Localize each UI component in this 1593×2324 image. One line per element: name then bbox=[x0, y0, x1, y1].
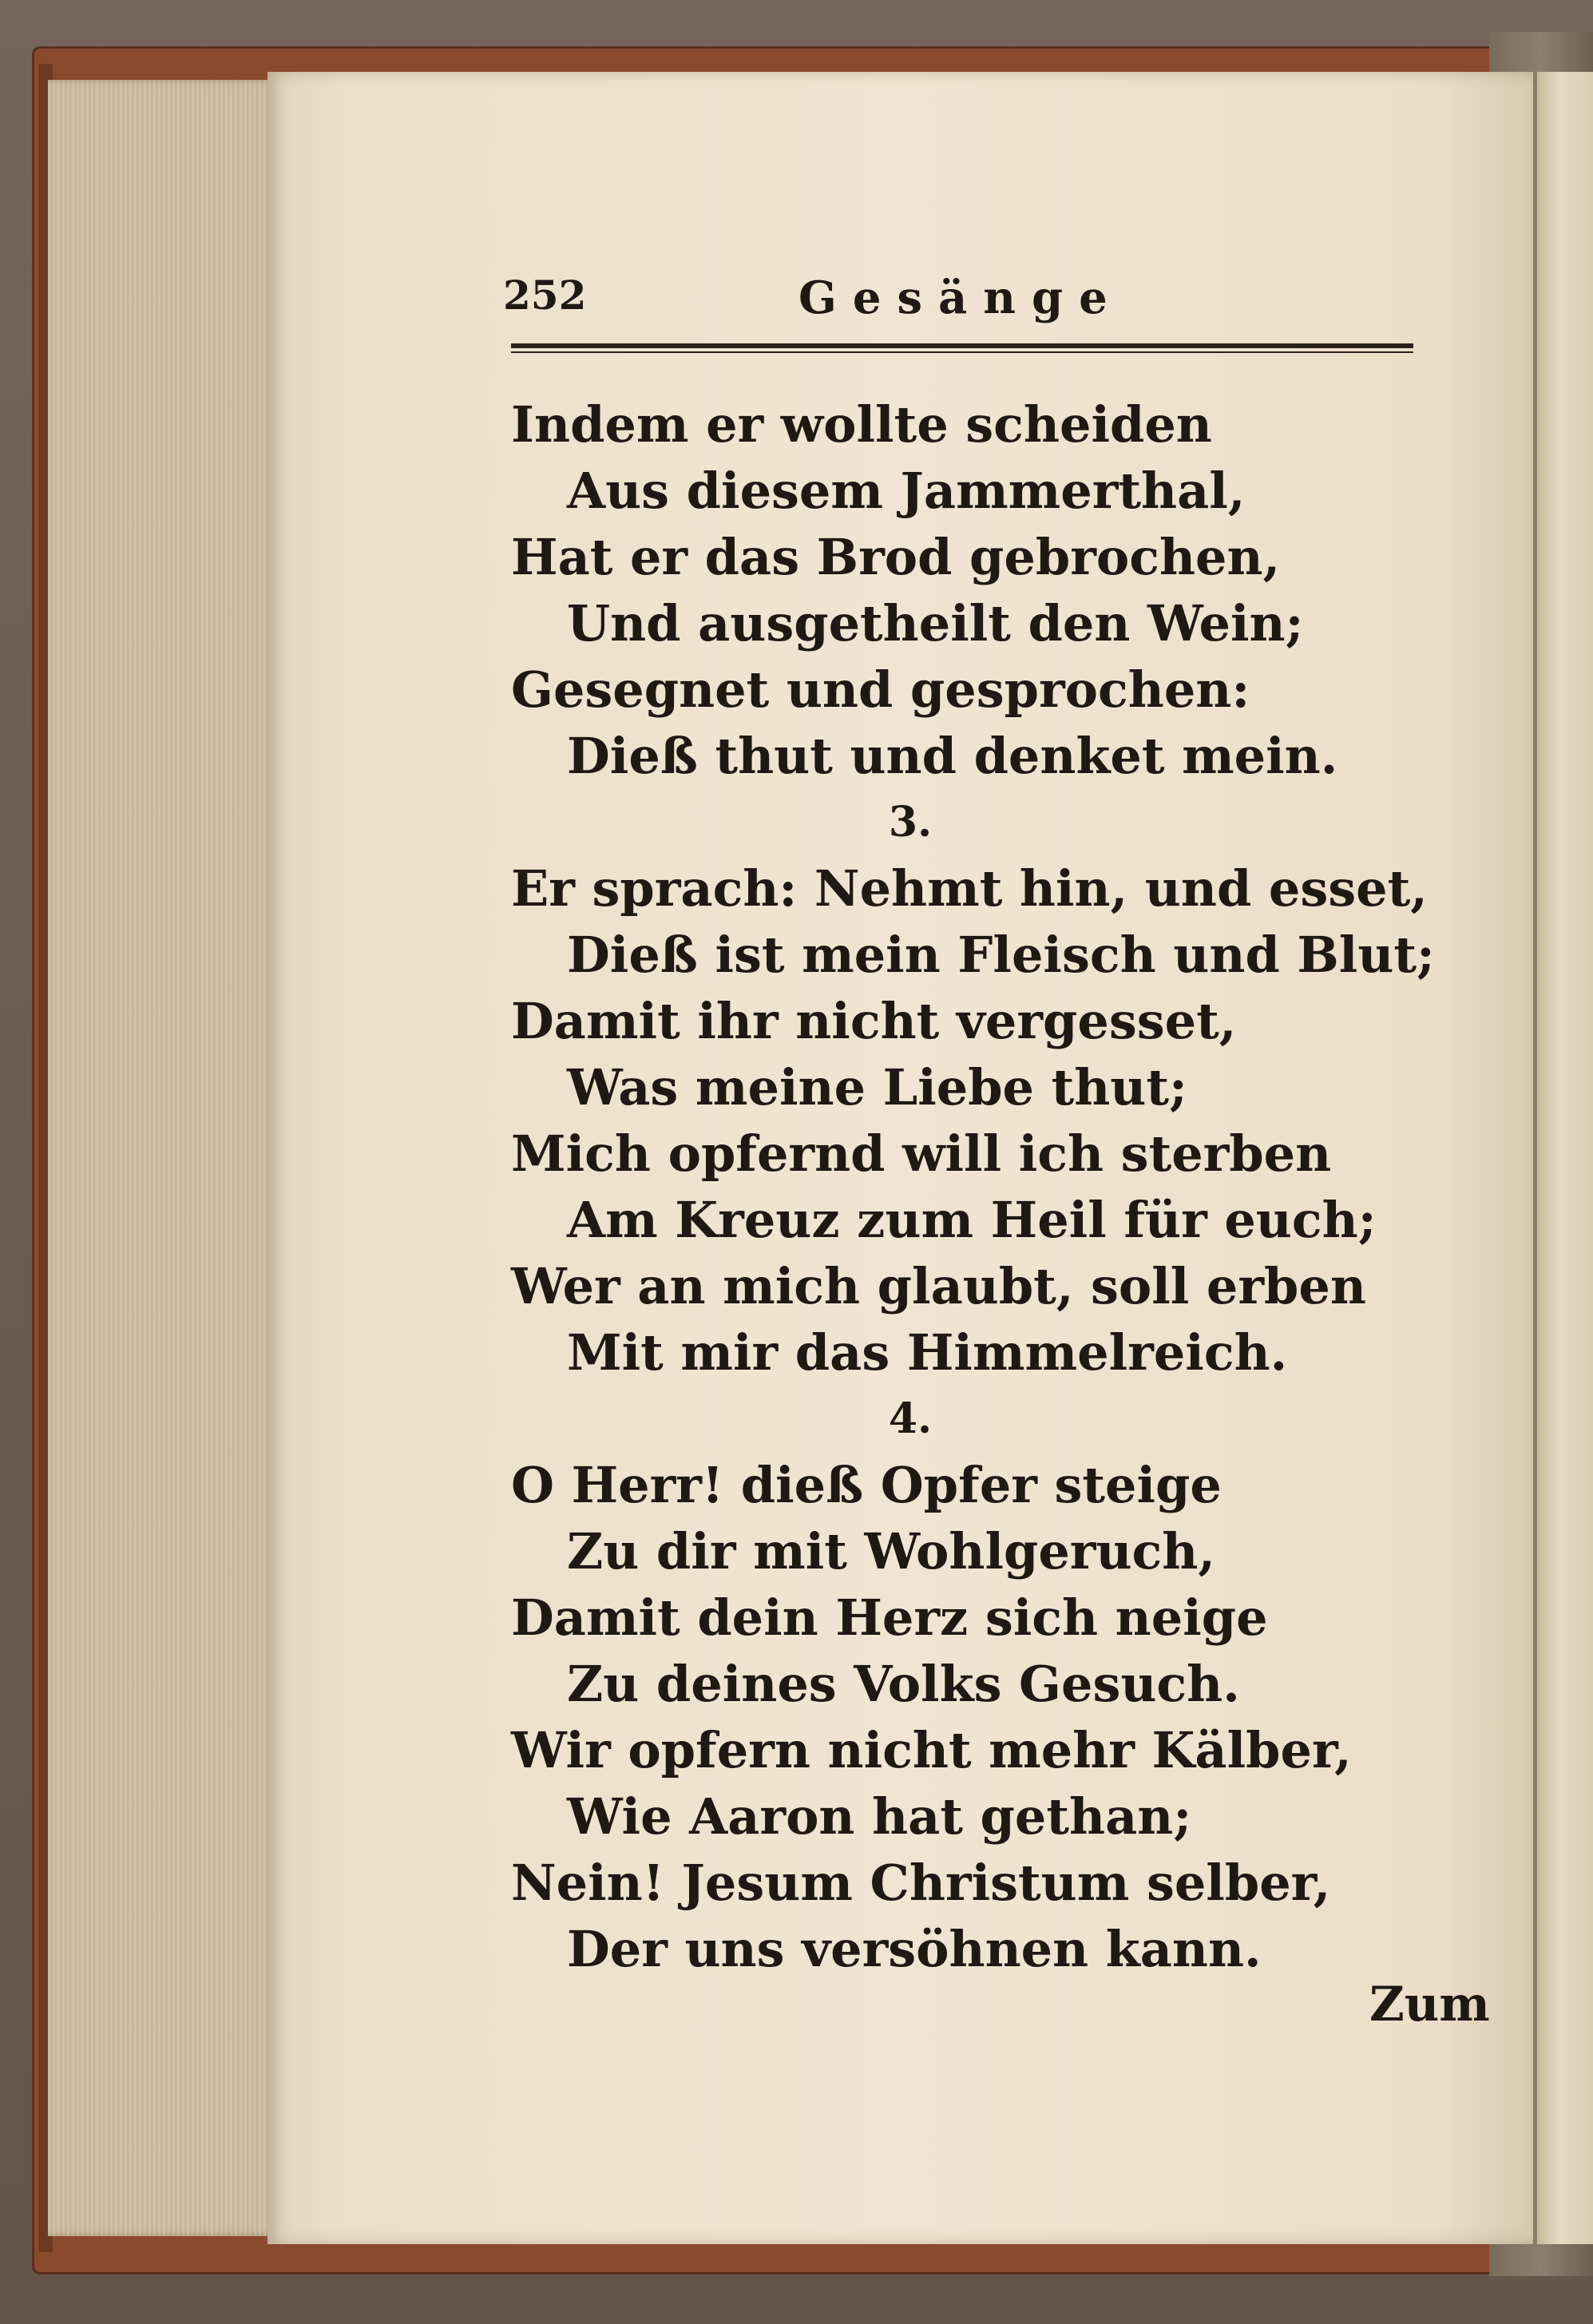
page-number: 252 bbox=[503, 272, 587, 319]
verse-line: Und ausgetheilt den Wein; bbox=[567, 594, 1304, 652]
verse-line: Damit ihr nicht vergesset, bbox=[511, 992, 1237, 1050]
page-content bbox=[479, 272, 1490, 2033]
page-header bbox=[479, 272, 1437, 327]
header-rule bbox=[511, 343, 1413, 353]
page-edges bbox=[48, 80, 279, 2236]
verse-line: Nein! Jesum Christum selber, bbox=[511, 1854, 1331, 1912]
verse-line: Dieß thut und denket mein. bbox=[567, 727, 1338, 785]
verse-line: Gesegnet und gesprochen: bbox=[511, 660, 1250, 719]
verse-line: Wir opfern nicht mehr Kälber, bbox=[511, 1721, 1352, 1779]
poem bbox=[511, 391, 1453, 1982]
verse-line: Zu dir mit Wohlgeruch, bbox=[567, 1522, 1215, 1580]
verse-line: Hat er das Brod gebrochen, bbox=[511, 528, 1281, 586]
verse-line: O Herr! dieß Opfer steige bbox=[511, 1456, 1222, 1514]
verse-line: Wer an mich glaubt, soll erben bbox=[511, 1257, 1366, 1315]
verse-line: Indem er wollte scheiden bbox=[511, 395, 1212, 454]
verse-line: Was meine Liebe thut; bbox=[567, 1058, 1187, 1116]
running-title: Gesänge bbox=[798, 272, 1123, 324]
catchword: Zum bbox=[1369, 1977, 1490, 2033]
verse-line: Zu deines Volks Gesuch. bbox=[567, 1655, 1240, 1713]
stanza-number: 4. bbox=[888, 1394, 933, 1443]
verse-line: Mich opfernd will ich sterben bbox=[511, 1124, 1332, 1183]
verse-line: Er sprach: Nehmt hin, und esset, bbox=[511, 859, 1428, 918]
stanza-number: 3. bbox=[888, 798, 933, 847]
verse-line: Der uns versöhnen kann. bbox=[567, 1920, 1262, 1978]
verse-line: Dieß ist mein Fleisch und Blut; bbox=[567, 926, 1435, 984]
verse-line: Wie Aaron hat gethan; bbox=[567, 1787, 1192, 1846]
verse-line: Mit mir das Himmelreich. bbox=[567, 1323, 1288, 1382]
verse-line: Am Kreuz zum Heil für euch; bbox=[567, 1191, 1377, 1249]
verse-line: Aus diesem Jammerthal, bbox=[567, 462, 1246, 520]
verse-line: Damit dein Herz sich neige bbox=[511, 1588, 1268, 1647]
next-page-edge bbox=[1537, 72, 1593, 2244]
